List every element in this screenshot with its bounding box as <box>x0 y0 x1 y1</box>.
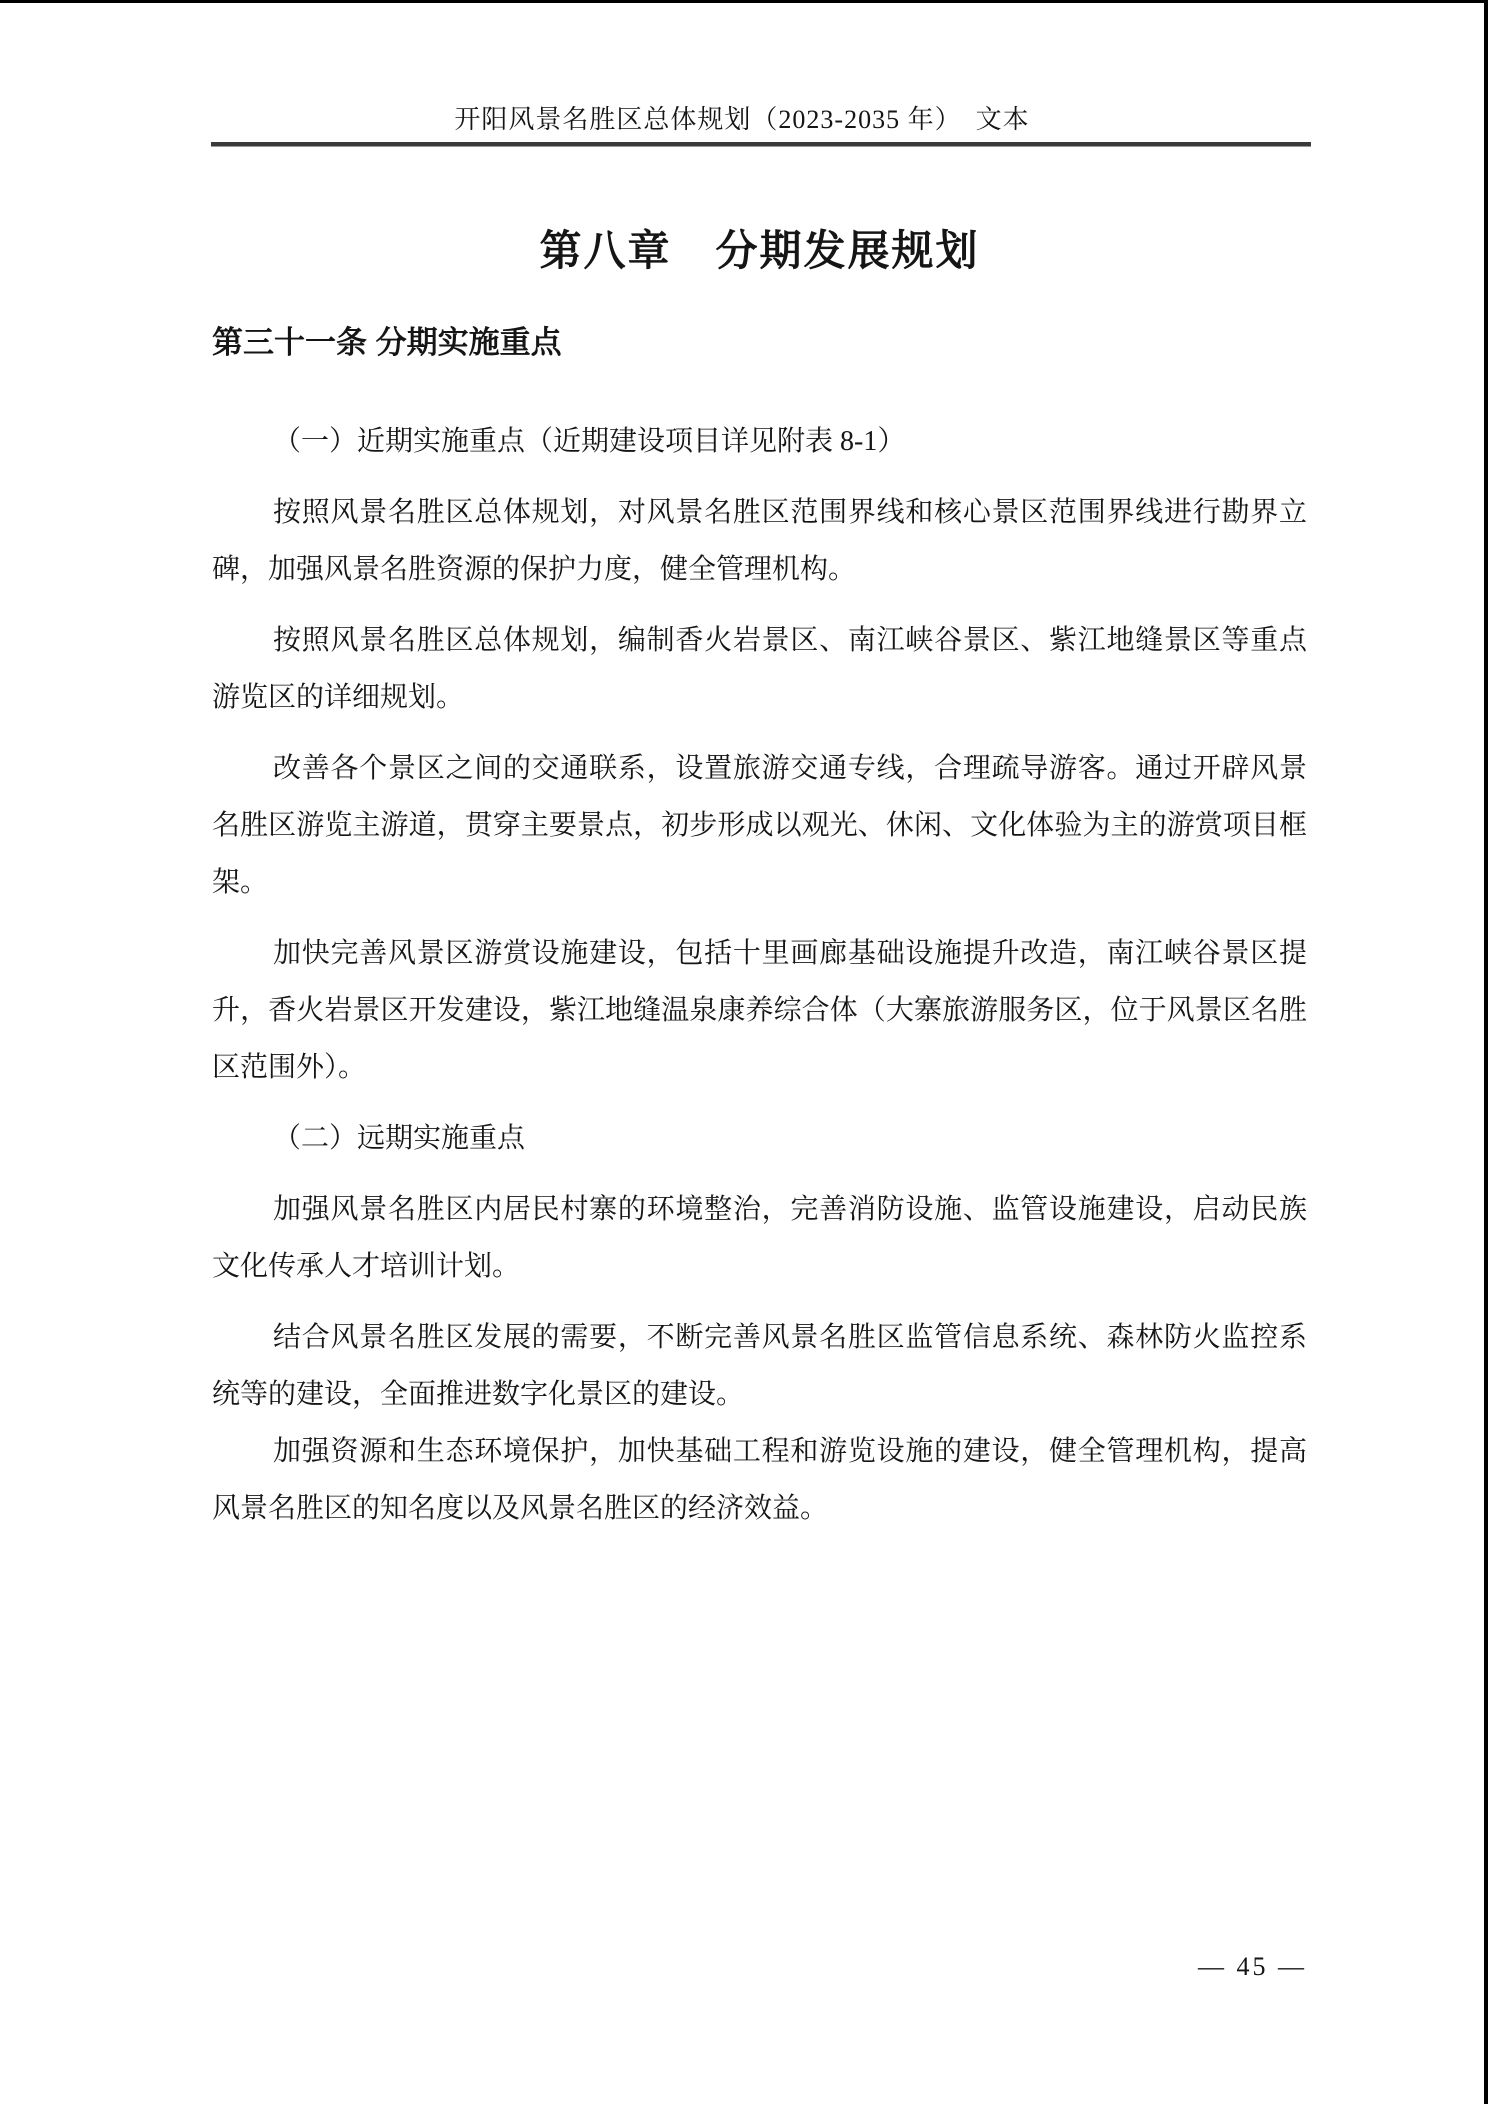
paragraph: 改善各个景区之间的交通联系，设置旅游交通专线，合理疏导游客。通过开辟风景名胜区游览主游道，贯穿主要景点，初步形成以观光、休闲、文化体验为主的游赏项目框架。 <box>212 753 1307 898</box>
paragraph: 加强风景名胜区内居民村寨的环境整治，完善消防设施、监管设施建设，启动民族文化传承人才培训计划。 <box>212 1194 1307 1282</box>
body-content <box>212 413 1307 1537</box>
paragraph: 加强资源和生态环境保护，加快基础工程和游览设施的建设，健全管理机构，提高风景名胜区的知名度以及风景名胜区的经济效益。 <box>212 1436 1307 1524</box>
page-number: — 45 — <box>1198 1952 1307 1981</box>
paragraph: 加快完善风景区游赏设施建设，包括十里画廊基础设施提升改造，南江峡谷景区提升，香火岩景区开发建设，紫江地缝温泉康养综合体（大寨旅游服务区，位于风景区名胜区范围外）。 <box>212 938 1307 1083</box>
chapter-title: 第八章 分期发展规划 <box>539 227 980 274</box>
paragraph: 按照风景名胜区总体规划，对风景名胜区范围界线和核心景区范围界线进行勘界立碑，加强风景名胜资源的保护力度，健全管理机构。 <box>212 497 1307 585</box>
subsection-heading-near-term: （一）近期实施重点（近期建设项目详见附表 8-1） <box>273 426 906 457</box>
paragraph: 按照风景名胜区总体规划，编制香火岩景区、南江峡谷景区、紫江地缝景区等重点游览区的详细规划。 <box>212 625 1307 713</box>
paragraph: 结合风景名胜区发展的需要，不断完善风景名胜区监管信息系统、森林防火监控系统等的建设，全面推进数字化景区的建设。 <box>212 1322 1307 1410</box>
subsection-heading-long-term: （二）远期实施重点 <box>273 1123 526 1154</box>
running-header: 开阳风景名胜区总体规划（2023-2035 年） 文本 <box>454 105 1030 134</box>
header-rule-divider <box>211 142 1311 147</box>
article-heading: 第三十一条 分期实施重点 <box>212 325 562 360</box>
